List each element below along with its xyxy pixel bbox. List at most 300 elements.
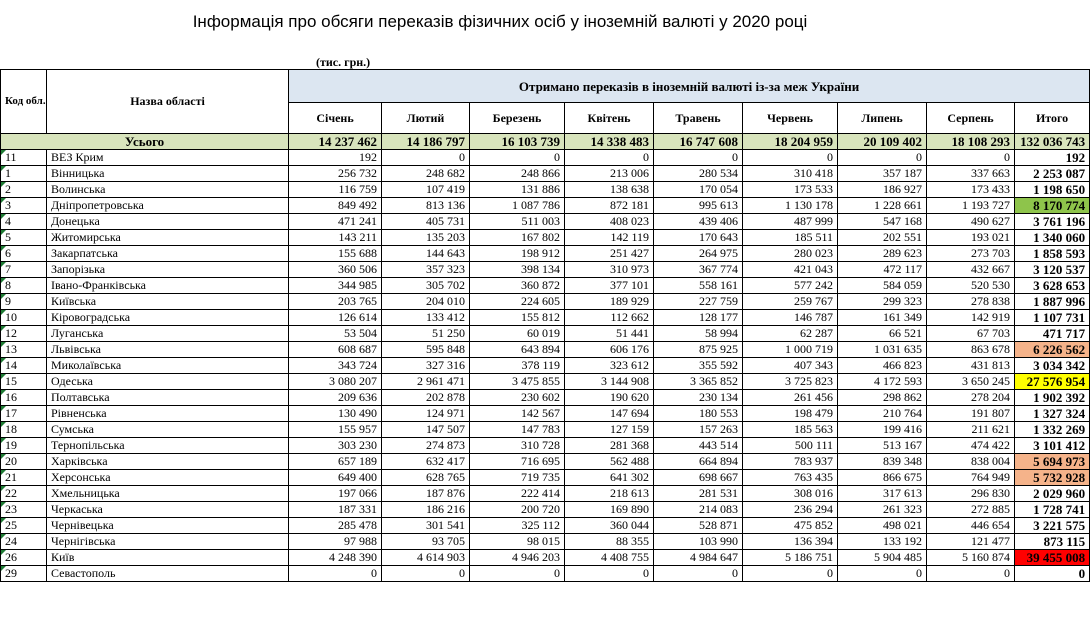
month-value-cell: 142 119 <box>565 230 654 246</box>
region-code-cell: 24 <box>1 534 47 550</box>
region-name-cell: Київська <box>47 294 289 310</box>
month-header: Червень <box>743 103 838 134</box>
month-value-cell: 187 876 <box>382 486 470 502</box>
month-value-cell: 310 418 <box>743 166 838 182</box>
month-value-cell: 251 427 <box>565 246 654 262</box>
month-value-cell: 0 <box>470 150 565 166</box>
table-row <box>1 406 1090 422</box>
region-code-cell: 4 <box>1 214 47 230</box>
month-value-cell: 230 134 <box>654 390 743 406</box>
region-name-cell: Чернігівська <box>47 534 289 550</box>
region-total-cell: 27 576 954 <box>1015 374 1090 390</box>
region-code-cell: 3 <box>1 198 47 214</box>
month-value-cell: 4 172 593 <box>838 374 927 390</box>
region-code-cell: 5 <box>1 230 47 246</box>
code-column-header: Код обл. <box>1 70 47 134</box>
region-name-cell: Запорізька <box>47 262 289 278</box>
region-name-cell: Одеська <box>47 374 289 390</box>
month-value-cell: 813 136 <box>382 198 470 214</box>
month-value-cell: 2 961 471 <box>382 374 470 390</box>
month-value-cell: 337 663 <box>927 166 1015 182</box>
month-value-cell: 431 813 <box>927 358 1015 374</box>
region-total-cell: 3 628 653 <box>1015 278 1090 294</box>
month-value-cell: 189 929 <box>565 294 654 310</box>
month-value-cell: 408 023 <box>565 214 654 230</box>
month-value-cell: 146 787 <box>743 310 838 326</box>
month-value-cell: 490 627 <box>927 214 1015 230</box>
month-value-cell: 273 703 <box>927 246 1015 262</box>
region-code-cell: 25 <box>1 518 47 534</box>
table-row <box>1 262 1090 278</box>
month-value-cell: 222 414 <box>470 486 565 502</box>
region-total-cell: 5 694 973 <box>1015 454 1090 470</box>
month-value-cell: 224 605 <box>470 294 565 310</box>
month-value-cell: 281 368 <box>565 438 654 454</box>
month-value-cell: 838 004 <box>927 454 1015 470</box>
month-value-cell: 169 890 <box>565 502 654 518</box>
month-value-cell: 186 216 <box>382 502 470 518</box>
month-value-cell: 357 323 <box>382 262 470 278</box>
month-value-cell: 511 003 <box>470 214 565 230</box>
month-value-cell: 204 010 <box>382 294 470 310</box>
region-name-cell: Івано-Франківська <box>47 278 289 294</box>
month-value-cell: 443 514 <box>654 438 743 454</box>
month-value-cell: 170 643 <box>654 230 743 246</box>
month-value-cell: 202 878 <box>382 390 470 406</box>
month-value-cell: 305 702 <box>382 278 470 294</box>
region-total-cell: 3 221 575 <box>1015 518 1090 534</box>
month-header: Лютий <box>382 103 470 134</box>
month-value-cell: 203 765 <box>289 294 382 310</box>
month-header: Квітень <box>565 103 654 134</box>
table-row <box>1 374 1090 390</box>
table-row <box>1 326 1090 342</box>
month-value-cell: 360 872 <box>470 278 565 294</box>
month-value-cell: 872 181 <box>565 198 654 214</box>
table-row <box>1 246 1090 262</box>
table-row <box>1 230 1090 246</box>
month-value-cell: 608 687 <box>289 342 382 358</box>
total-row <box>1 134 1090 150</box>
month-value-cell: 487 999 <box>743 214 838 230</box>
region-code-cell: 29 <box>1 566 47 582</box>
month-value-cell: 289 623 <box>838 246 927 262</box>
month-value-cell: 161 349 <box>838 310 927 326</box>
table-row <box>1 454 1090 470</box>
month-value-cell: 211 621 <box>927 422 1015 438</box>
month-value-cell: 325 112 <box>470 518 565 534</box>
month-value-cell: 310 973 <box>565 262 654 278</box>
month-value-cell: 562 488 <box>565 454 654 470</box>
month-value-cell: 5 160 874 <box>927 550 1015 566</box>
month-value-cell: 584 059 <box>838 278 927 294</box>
total-cell: 14 237 462 <box>289 134 382 150</box>
month-value-cell: 783 937 <box>743 454 838 470</box>
transfers-table <box>0 69 1090 582</box>
region-total-cell: 1 107 731 <box>1015 310 1090 326</box>
grand-total-cell: 132 036 743 <box>1015 134 1090 150</box>
region-name-cell: Донецька <box>47 214 289 230</box>
month-value-cell: 398 134 <box>470 262 565 278</box>
month-value-cell: 649 400 <box>289 470 382 486</box>
month-value-cell: 3 144 908 <box>565 374 654 390</box>
month-value-cell: 4 946 203 <box>470 550 565 566</box>
month-value-cell: 3 080 207 <box>289 374 382 390</box>
month-value-cell: 3 725 823 <box>743 374 838 390</box>
month-value-cell: 192 <box>289 150 382 166</box>
month-value-cell: 142 567 <box>470 406 565 422</box>
table-row <box>1 150 1090 166</box>
month-value-cell: 51 441 <box>565 326 654 342</box>
month-value-cell: 296 830 <box>927 486 1015 502</box>
region-name-cell: Чернівецька <box>47 518 289 534</box>
month-value-cell: 185 511 <box>743 230 838 246</box>
month-value-cell: 5 904 485 <box>838 550 927 566</box>
month-value-cell: 173 433 <box>927 182 1015 198</box>
month-value-cell: 471 241 <box>289 214 382 230</box>
month-value-cell: 0 <box>927 566 1015 582</box>
month-value-cell: 128 177 <box>654 310 743 326</box>
month-value-cell: 112 662 <box>565 310 654 326</box>
month-value-cell: 193 021 <box>927 230 1015 246</box>
month-value-cell: 53 504 <box>289 326 382 342</box>
month-value-cell: 866 675 <box>838 470 927 486</box>
region-name-cell: Рівненська <box>47 406 289 422</box>
month-value-cell: 0 <box>565 566 654 582</box>
region-total-cell: 3 120 537 <box>1015 262 1090 278</box>
month-value-cell: 439 406 <box>654 214 743 230</box>
table-row <box>1 182 1090 198</box>
region-total-cell: 8 170 774 <box>1015 198 1090 214</box>
month-value-cell: 66 521 <box>838 326 927 342</box>
month-value-cell: 272 885 <box>927 502 1015 518</box>
month-value-cell: 606 176 <box>565 342 654 358</box>
month-value-cell: 628 765 <box>382 470 470 486</box>
table-row <box>1 438 1090 454</box>
month-value-cell: 173 533 <box>743 182 838 198</box>
month-value-cell: 107 419 <box>382 182 470 198</box>
month-value-cell: 4 984 647 <box>654 550 743 566</box>
region-code-cell: 9 <box>1 294 47 310</box>
month-value-cell: 0 <box>565 150 654 166</box>
region-name-cell: Волинська <box>47 182 289 198</box>
region-name-cell: Хмельницька <box>47 486 289 502</box>
region-code-cell: 18 <box>1 422 47 438</box>
month-value-cell: 170 054 <box>654 182 743 198</box>
region-total-cell: 192 <box>1015 150 1090 166</box>
month-value-cell: 4 408 755 <box>565 550 654 566</box>
month-value-cell: 317 613 <box>838 486 927 502</box>
month-value-cell: 256 732 <box>289 166 382 182</box>
region-total-cell: 3 761 196 <box>1015 214 1090 230</box>
month-value-cell: 520 530 <box>927 278 1015 294</box>
month-value-cell: 299 323 <box>838 294 927 310</box>
region-code-cell: 23 <box>1 502 47 518</box>
month-value-cell: 475 852 <box>743 518 838 534</box>
total-cell: 16 103 739 <box>470 134 565 150</box>
region-name-cell: Миколаївська <box>47 358 289 374</box>
region-total-cell: 0 <box>1015 566 1090 582</box>
region-total-cell: 1 887 996 <box>1015 294 1090 310</box>
month-value-cell: 357 187 <box>838 166 927 182</box>
month-value-cell: 281 531 <box>654 486 743 502</box>
month-value-cell: 0 <box>654 566 743 582</box>
table-row <box>1 390 1090 406</box>
region-name-cell: Черкаська <box>47 502 289 518</box>
month-value-cell: 641 302 <box>565 470 654 486</box>
month-value-cell: 200 720 <box>470 502 565 518</box>
month-value-cell: 280 023 <box>743 246 838 262</box>
month-value-cell: 0 <box>382 566 470 582</box>
region-name-cell: Полтавська <box>47 390 289 406</box>
total-cell: 14 186 797 <box>382 134 470 150</box>
table-header <box>1 70 1090 134</box>
month-value-cell: 93 705 <box>382 534 470 550</box>
month-value-cell: 863 678 <box>927 342 1015 358</box>
month-value-cell: 186 927 <box>838 182 927 198</box>
month-value-cell: 360 044 <box>565 518 654 534</box>
region-code-cell: 16 <box>1 390 47 406</box>
region-name-cell: Кіровоградська <box>47 310 289 326</box>
region-total-cell: 6 226 562 <box>1015 342 1090 358</box>
month-value-cell: 3 475 855 <box>470 374 565 390</box>
month-value-cell: 849 492 <box>289 198 382 214</box>
table-row <box>1 486 1090 502</box>
month-value-cell: 218 613 <box>565 486 654 502</box>
table-row <box>1 550 1090 566</box>
table-row <box>1 358 1090 374</box>
month-value-cell: 121 477 <box>927 534 1015 550</box>
month-value-cell: 4 614 903 <box>382 550 470 566</box>
month-value-cell: 378 119 <box>470 358 565 374</box>
month-value-cell: 327 316 <box>382 358 470 374</box>
month-value-cell: 323 612 <box>565 358 654 374</box>
month-value-cell: 213 006 <box>565 166 654 182</box>
month-value-cell: 0 <box>470 566 565 582</box>
table-row <box>1 294 1090 310</box>
region-code-cell: 1 <box>1 166 47 182</box>
table-row <box>1 502 1090 518</box>
region-name-cell: Житомирська <box>47 230 289 246</box>
month-value-cell: 133 412 <box>382 310 470 326</box>
month-value-cell: 127 159 <box>565 422 654 438</box>
month-value-cell: 261 323 <box>838 502 927 518</box>
month-value-cell: 98 015 <box>470 534 565 550</box>
region-code-cell: 11 <box>1 150 47 166</box>
region-name-cell: Закарпатська <box>47 246 289 262</box>
region-name-cell: ВЕЗ Крим <box>47 150 289 166</box>
month-header: Липень <box>838 103 927 134</box>
month-value-cell: 763 435 <box>743 470 838 486</box>
month-value-cell: 236 294 <box>743 502 838 518</box>
month-header: Серпень <box>927 103 1015 134</box>
month-value-cell: 466 823 <box>838 358 927 374</box>
month-value-cell: 142 919 <box>927 310 1015 326</box>
month-value-cell: 97 988 <box>289 534 382 550</box>
month-value-cell: 198 479 <box>743 406 838 422</box>
month-value-cell: 0 <box>743 566 838 582</box>
month-value-cell: 405 731 <box>382 214 470 230</box>
month-value-cell: 264 975 <box>654 246 743 262</box>
region-total-cell: 1 902 392 <box>1015 390 1090 406</box>
page-title: Інформація про обсяги переказів фізичних осіб у іноземній валюті у 2020 році <box>192 12 808 31</box>
month-value-cell: 301 541 <box>382 518 470 534</box>
month-value-cell: 472 117 <box>838 262 927 278</box>
region-total-cell: 1 340 060 <box>1015 230 1090 246</box>
month-value-cell: 248 866 <box>470 166 565 182</box>
month-value-cell: 1 228 661 <box>838 198 927 214</box>
month-value-cell: 133 192 <box>838 534 927 550</box>
month-value-cell: 577 242 <box>743 278 838 294</box>
month-value-cell: 547 168 <box>838 214 927 230</box>
month-value-cell: 278 204 <box>927 390 1015 406</box>
month-value-cell: 308 016 <box>743 486 838 502</box>
region-total-cell: 1 327 324 <box>1015 406 1090 422</box>
month-value-cell: 0 <box>743 150 838 166</box>
table-body <box>1 134 1090 582</box>
month-value-cell: 595 848 <box>382 342 470 358</box>
table-row <box>1 518 1090 534</box>
region-code-cell: 22 <box>1 486 47 502</box>
month-value-cell: 144 643 <box>382 246 470 262</box>
month-value-cell: 259 767 <box>743 294 838 310</box>
table-row <box>1 166 1090 182</box>
month-value-cell: 875 925 <box>654 342 743 358</box>
region-total-cell: 3 101 412 <box>1015 438 1090 454</box>
month-value-cell: 199 416 <box>838 422 927 438</box>
table-row <box>1 214 1090 230</box>
month-value-cell: 4 248 390 <box>289 550 382 566</box>
region-name-cell: Севастополь <box>47 566 289 582</box>
month-header: Травень <box>654 103 743 134</box>
month-value-cell: 278 838 <box>927 294 1015 310</box>
month-value-cell: 1 087 786 <box>470 198 565 214</box>
region-total-cell: 1 198 650 <box>1015 182 1090 198</box>
month-value-cell: 500 111 <box>743 438 838 454</box>
month-value-cell: 367 774 <box>654 262 743 278</box>
month-value-cell: 147 694 <box>565 406 654 422</box>
month-value-cell: 0 <box>654 150 743 166</box>
month-value-cell: 116 759 <box>289 182 382 198</box>
total-label: Усього <box>1 134 289 150</box>
region-total-cell: 471 717 <box>1015 326 1090 342</box>
table-row <box>1 566 1090 582</box>
month-value-cell: 303 230 <box>289 438 382 454</box>
month-value-cell: 298 862 <box>838 390 927 406</box>
region-name-cell: Дніпропетровська <box>47 198 289 214</box>
month-value-cell: 138 638 <box>565 182 654 198</box>
region-name-cell: Тернопільська <box>47 438 289 454</box>
table-row <box>1 198 1090 214</box>
month-value-cell: 155 957 <box>289 422 382 438</box>
table-row <box>1 278 1090 294</box>
table-row <box>1 470 1090 486</box>
month-value-cell: 58 994 <box>654 326 743 342</box>
month-value-cell: 185 563 <box>743 422 838 438</box>
region-total-cell: 2 029 960 <box>1015 486 1090 502</box>
region-code-cell: 13 <box>1 342 47 358</box>
region-code-cell: 26 <box>1 550 47 566</box>
month-value-cell: 280 534 <box>654 166 743 182</box>
month-value-cell: 230 602 <box>470 390 565 406</box>
region-code-cell: 21 <box>1 470 47 486</box>
month-value-cell: 214 083 <box>654 502 743 518</box>
month-value-cell: 0 <box>927 150 1015 166</box>
table-row <box>1 422 1090 438</box>
region-name-cell: Вінницька <box>47 166 289 182</box>
month-value-cell: 67 703 <box>927 326 1015 342</box>
total-cell: 18 108 293 <box>927 134 1015 150</box>
month-value-cell: 1 031 635 <box>838 342 927 358</box>
month-value-cell: 126 614 <box>289 310 382 326</box>
month-value-cell: 421 043 <box>743 262 838 278</box>
month-header: Січень <box>289 103 382 134</box>
region-name-cell: Херсонська <box>47 470 289 486</box>
region-total-cell: 2 253 087 <box>1015 166 1090 182</box>
month-value-cell: 3 650 245 <box>927 374 1015 390</box>
month-value-cell: 190 620 <box>565 390 654 406</box>
month-value-cell: 558 161 <box>654 278 743 294</box>
total-cell: 18 204 959 <box>743 134 838 150</box>
region-code-cell: 17 <box>1 406 47 422</box>
month-value-cell: 147 783 <box>470 422 565 438</box>
region-code-cell: 14 <box>1 358 47 374</box>
month-value-cell: 310 728 <box>470 438 565 454</box>
month-value-cell: 143 211 <box>289 230 382 246</box>
month-value-cell: 3 365 852 <box>654 374 743 390</box>
month-value-cell: 1 130 178 <box>743 198 838 214</box>
month-value-cell: 248 682 <box>382 166 470 182</box>
region-name-cell: Луганська <box>47 326 289 342</box>
month-value-cell: 147 507 <box>382 422 470 438</box>
month-value-cell: 88 355 <box>565 534 654 550</box>
month-value-cell: 0 <box>838 150 927 166</box>
region-total-cell: 1 858 593 <box>1015 246 1090 262</box>
region-code-cell: 8 <box>1 278 47 294</box>
month-value-cell: 513 167 <box>838 438 927 454</box>
month-value-cell: 0 <box>382 150 470 166</box>
month-value-cell: 446 654 <box>927 518 1015 534</box>
month-value-cell: 210 764 <box>838 406 927 422</box>
region-code-cell: 19 <box>1 438 47 454</box>
month-value-cell: 1 193 727 <box>927 198 1015 214</box>
month-value-cell: 407 343 <box>743 358 838 374</box>
month-value-cell: 719 735 <box>470 470 565 486</box>
month-value-cell: 62 287 <box>743 326 838 342</box>
month-value-cell: 274 873 <box>382 438 470 454</box>
month-value-cell: 657 189 <box>289 454 382 470</box>
region-code-cell: 6 <box>1 246 47 262</box>
month-value-cell: 191 807 <box>927 406 1015 422</box>
region-name-cell: Сумська <box>47 422 289 438</box>
month-value-cell: 0 <box>289 566 382 582</box>
total-cell: 14 338 483 <box>565 134 654 150</box>
month-value-cell: 0 <box>838 566 927 582</box>
month-value-cell: 643 894 <box>470 342 565 358</box>
month-value-cell: 209 636 <box>289 390 382 406</box>
region-code-cell: 12 <box>1 326 47 342</box>
total-column-header: Итого <box>1015 103 1090 134</box>
month-value-cell: 839 348 <box>838 454 927 470</box>
month-value-cell: 197 066 <box>289 486 382 502</box>
region-total-cell: 3 034 342 <box>1015 358 1090 374</box>
region-code-cell: 20 <box>1 454 47 470</box>
region-total-cell: 873 115 <box>1015 534 1090 550</box>
region-code-cell: 7 <box>1 262 47 278</box>
region-total-cell: 5 732 928 <box>1015 470 1090 486</box>
region-code-cell: 10 <box>1 310 47 326</box>
month-value-cell: 474 422 <box>927 438 1015 454</box>
